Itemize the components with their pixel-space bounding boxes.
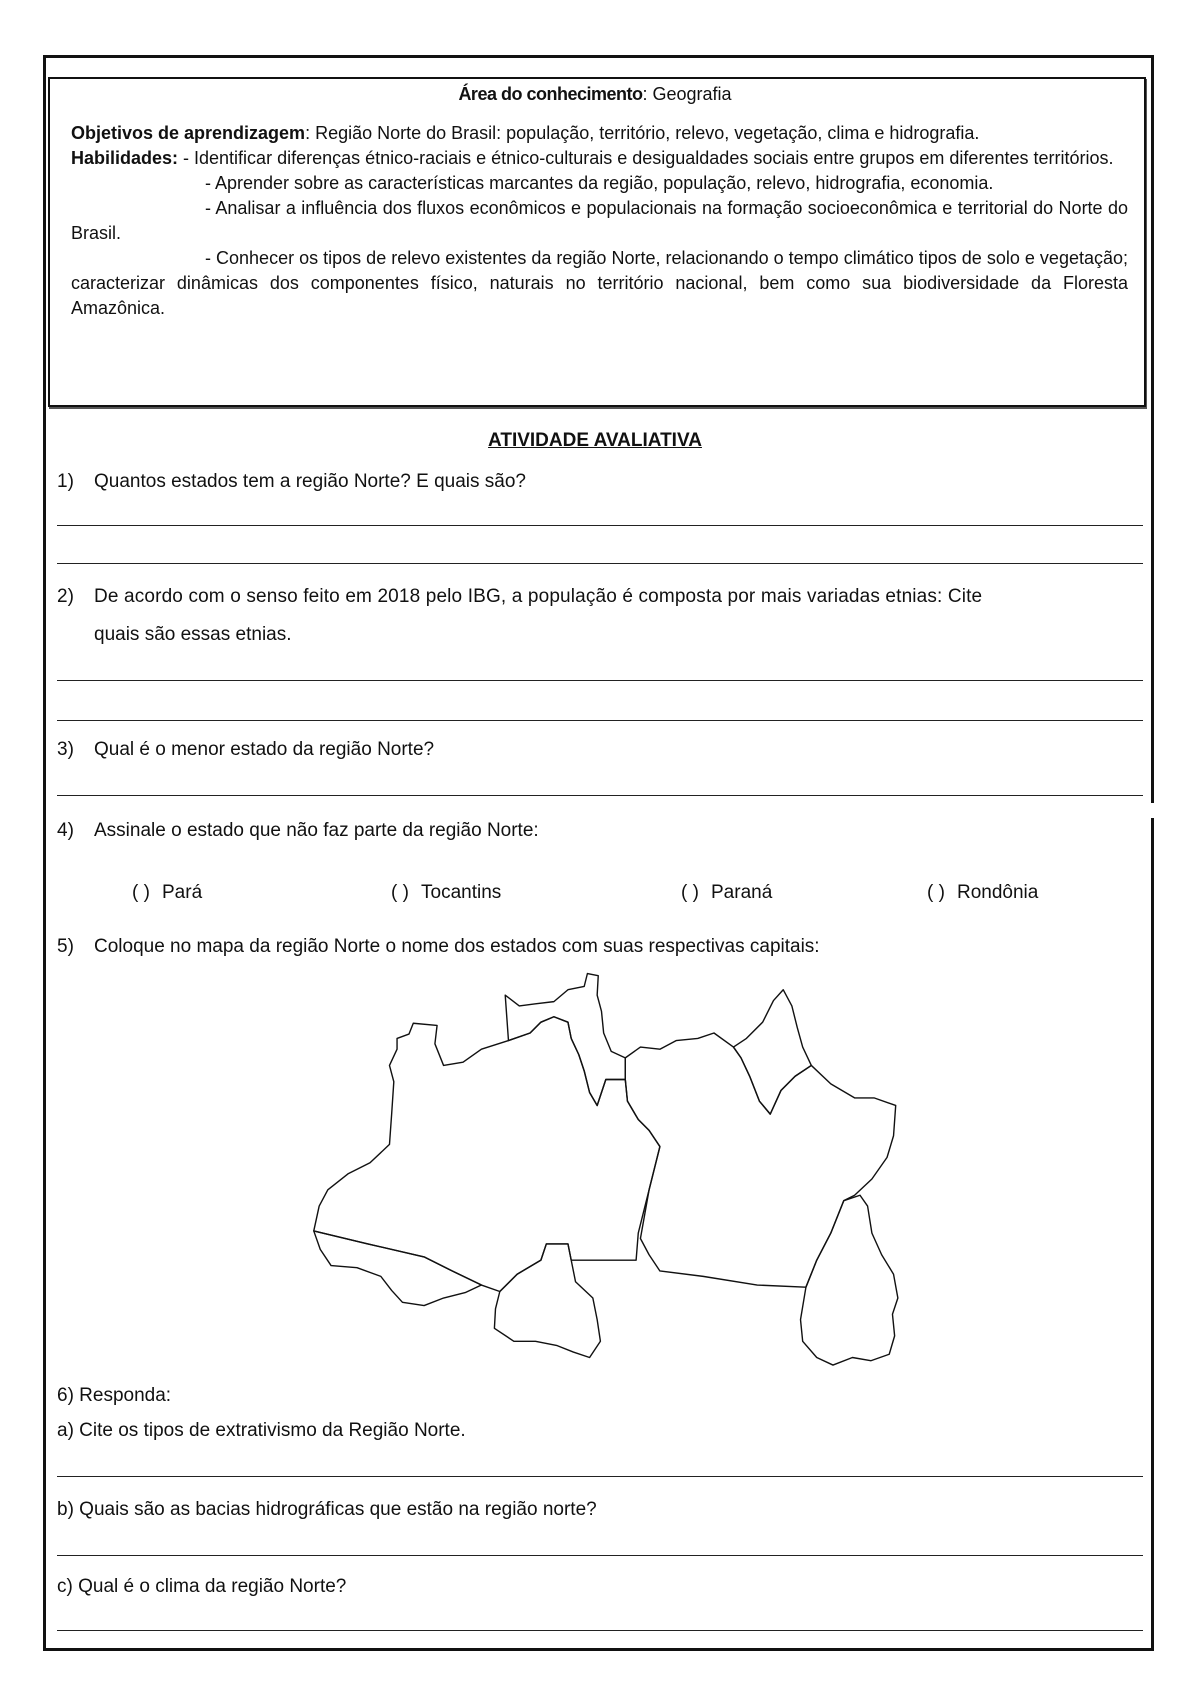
question-6a: a) Cite os tipos de extrativismo da Região Norte.	[57, 1420, 466, 1441]
checkbox[interactable]: ( )	[132, 882, 150, 903]
page-border-bottom	[43, 1648, 1154, 1651]
option-label: Pará	[162, 882, 203, 903]
page-border-left	[43, 55, 46, 1651]
question-1	[57, 471, 526, 493]
question-number: 4)	[57, 820, 74, 841]
objectives-text: : Região Norte do Brasil: população, território, relevo, vegetação, clima e hidrografia.	[305, 123, 980, 143]
checkbox[interactable]: ( )	[681, 882, 699, 903]
answer-line[interactable]	[57, 563, 1143, 564]
objectives-skills	[71, 121, 1128, 321]
skill-4: - Conhecer os tipos de relevo existentes da região Norte, relacionando o tempo climático tipos de solo e vegetação; caracterizar dinâmicas dos componentes físico, naturais no território nacional, bem como sua biodiversidade da Floresta Amazônica.	[71, 248, 1128, 318]
objectives	[71, 121, 1128, 146]
question-text: Assinale o estado que não faz parte da região Norte:	[94, 820, 539, 841]
page-border-right	[1151, 55, 1154, 803]
skill-1	[71, 146, 1128, 171]
question-6-title: 6) Responda:	[57, 1385, 172, 1406]
question-number: 5)	[57, 936, 74, 957]
answer-line[interactable]	[57, 1630, 1143, 1631]
answer-line[interactable]	[57, 1555, 1143, 1556]
skill-2: - Aprender sobre as características marcantes da região, população, relevo, hidrografia, economia.	[205, 173, 994, 193]
answer-line[interactable]	[57, 525, 1143, 526]
question-2-cont: quais são essas etnias.	[94, 624, 292, 645]
objectives-label: Objetivos de aprendizagem	[71, 123, 306, 143]
checkbox[interactable]: ( )	[927, 882, 945, 903]
checkbox[interactable]: ( )	[391, 882, 409, 903]
state-acre	[314, 1231, 482, 1306]
option-tocantins[interactable]	[391, 882, 501, 904]
question-text: Qual é o menor estado da região Norte?	[94, 739, 435, 760]
question-6c: c) Qual é o clima da região Norte?	[57, 1576, 347, 1597]
skills-label: Habilidades:	[71, 148, 179, 168]
activity-title: ATIVIDADE AVALIATIVA	[488, 430, 702, 451]
question-number: 1)	[57, 471, 74, 492]
state-rondonia	[494, 1244, 600, 1358]
question-text: De acordo com o senso feito em 2018 pelo IBG, a população é composta por mais variadas etnias: Cite	[94, 586, 983, 607]
page-border-right	[1151, 818, 1154, 1651]
area-value: : Geografia	[642, 84, 732, 104]
question-number: 2)	[57, 586, 74, 607]
question-text: Quantos estados tem a região Norte? E quais são?	[94, 471, 526, 492]
question-3	[57, 739, 434, 761]
state-amapa	[733, 990, 811, 1114]
option-label: Paraná	[711, 882, 773, 903]
answer-line[interactable]	[57, 1476, 1143, 1477]
option-para[interactable]	[132, 882, 202, 904]
question-2	[57, 586, 1143, 608]
knowledge-area	[0, 84, 1190, 105]
option-rondonia[interactable]	[927, 882, 1038, 904]
skill-3: - Analisar a influência dos fluxos econômicos e populacionais na formação socioeconômica e territorial do Norte do Brasil.	[71, 198, 1128, 243]
option-label: Tocantins	[421, 882, 502, 903]
state-tocantins	[801, 1195, 898, 1365]
area-label: Área do conhecimento	[458, 84, 643, 104]
answer-line[interactable]	[57, 720, 1143, 721]
question-5	[57, 936, 820, 958]
question-number: 3)	[57, 739, 74, 760]
answer-line[interactable]	[57, 680, 1143, 681]
state-para	[625, 1033, 895, 1287]
state-amazonas	[314, 1017, 660, 1292]
state-roraima	[505, 974, 625, 1106]
answer-line[interactable]	[57, 795, 1143, 796]
skill-text: - Identificar diferenças étnico-raciais e étnico-culturais e desigualdades sociais entre grupos em diferentes territórios.	[178, 148, 1114, 168]
question-6b: b) Quais são as bacias hidrográficas que estão na região norte?	[57, 1499, 597, 1520]
option-label: Rondônia	[957, 882, 1039, 903]
question-text: Coloque no mapa da região Norte o nome dos estados com suas respectivas capitais:	[94, 936, 820, 957]
question-4	[57, 820, 539, 842]
page-border-top	[43, 55, 1154, 58]
option-parana[interactable]	[681, 882, 772, 904]
